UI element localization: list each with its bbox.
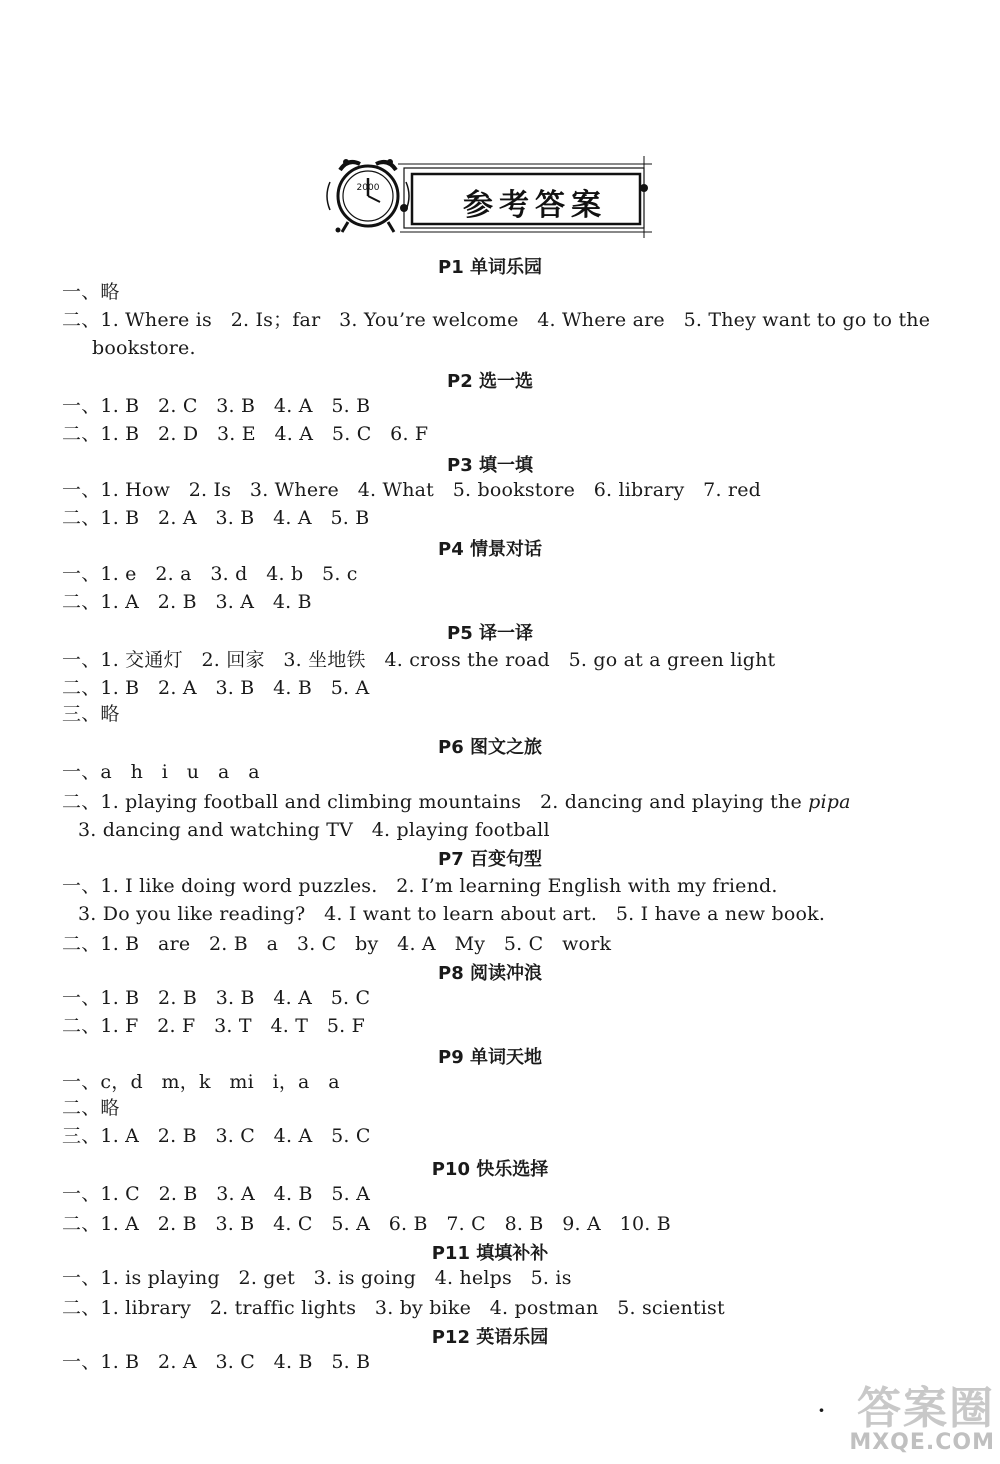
answer-line: 二、1. B are 2. B a 3. C by 4. A My 5. C work <box>62 933 612 955</box>
section-heading-p4: P4 情景对话 <box>438 539 542 560</box>
answer-line: 二、1. A 2. B 3. A 4. B <box>62 591 312 613</box>
answer-line: 二、1. A 2. B 3. B 4. C 5. A 6. B 7. C 8. B 9. A 10. B <box>62 1213 671 1235</box>
answer-line: 一、c，d m，k mi i，a a <box>62 1071 340 1093</box>
answer-line: 二、1. F 2. F 3. T 4. T 5. F <box>62 1015 366 1037</box>
answer-line: 二、略 <box>62 1097 120 1119</box>
section-heading-p1: P1 单词乐园 <box>438 257 542 278</box>
section-heading-p9: P9 单词天地 <box>438 1047 542 1068</box>
answer-line: 3. Do you like reading? 4. I want to learn about art. 5. I have a new book. <box>78 903 826 925</box>
answer-line: 二、1. library 2. traffic lights 3. by bike 4. postman 5. scientist <box>62 1297 725 1319</box>
section-heading-p8: P8 阅读冲浪 <box>438 963 542 984</box>
page-title: 参考答案 <box>463 188 607 223</box>
section-heading-p3: P3 填一填 <box>447 455 533 476</box>
answer-line: 一、1. e 2. a 3. d 4. b 5. c <box>62 563 358 585</box>
answer-line: 一、1. I like doing word puzzles. 2. I’m learning English with my friend. <box>62 875 778 897</box>
section-heading-p11: P11 填填补补 <box>431 1243 549 1264</box>
section-heading-p12: P12 英语乐园 <box>431 1327 549 1348</box>
answer-line: 一、1. B 2. B 3. B 4. A 5. C <box>62 987 371 1009</box>
watermark-site: MXQE.COM <box>849 1430 995 1455</box>
answer-line: 二、1. B 2. D 3. E 4. A 5. C 6. F <box>62 423 429 445</box>
answer-line: 二、1. B 2. A 3. B 4. A 5. B <box>62 507 370 529</box>
answer-line: 3. dancing and watching TV 4. playing football <box>78 819 550 841</box>
section-heading-p6: P6 图文之旅 <box>438 737 542 758</box>
watermark <box>820 1372 995 1462</box>
clock-year-label: 2000 <box>356 183 380 193</box>
pipa-word: pipa <box>808 791 851 813</box>
answer-line: 一、1. B 2. A 3. C 4. B 5. B <box>62 1351 371 1373</box>
answer-line: bookstore. <box>92 337 196 359</box>
answer-line: 二、1. playing football and climbing mountains 2. dancing and playing the pipa <box>62 791 851 813</box>
answer-line: 一、a h i u a a <box>62 761 260 783</box>
answer-line: 一、略 <box>62 281 120 303</box>
section-heading-p10: P10 快乐选择 <box>431 1159 549 1180</box>
answer-line: 一、1. C 2. B 3. A 4. B 5. A <box>62 1183 371 1205</box>
answer-line: 一、1. is playing 2. get 3. is going 4. helps 5. is <box>62 1267 572 1289</box>
section-heading-p5: P5 译一译 <box>447 623 533 644</box>
answer-line: 二、1. B 2. A 3. B 4. B 5. A <box>62 677 370 699</box>
section-heading-p7: P7 百变句型 <box>438 849 542 870</box>
alarm-clock-icon <box>327 159 409 233</box>
section-heading-p2: P2 选一选 <box>447 371 533 392</box>
answer-line: 二、1. Where is 2. Is；far 3. You’re welcome 4. Where are 5. They want to go to the <box>62 309 931 331</box>
answer-line: 三、略 <box>62 703 120 725</box>
answer-line: 一、1. How 2. Is 3. Where 4. What 5. bookstore 6. library 7. red <box>62 479 762 501</box>
watermark-logo: 答案圈 <box>857 1383 995 1434</box>
answer-line: 一、1. B 2. C 3. B 4. A 5. B <box>62 395 371 417</box>
page-dot: · <box>818 1398 825 1422</box>
answer-line: 一、1. 交通灯 2. 回家 3. 坐地铁 4. cross the road 5. go at a green light <box>62 649 776 671</box>
answer-line: 三、1. A 2. B 3. C 4. A 5. C <box>62 1125 371 1147</box>
